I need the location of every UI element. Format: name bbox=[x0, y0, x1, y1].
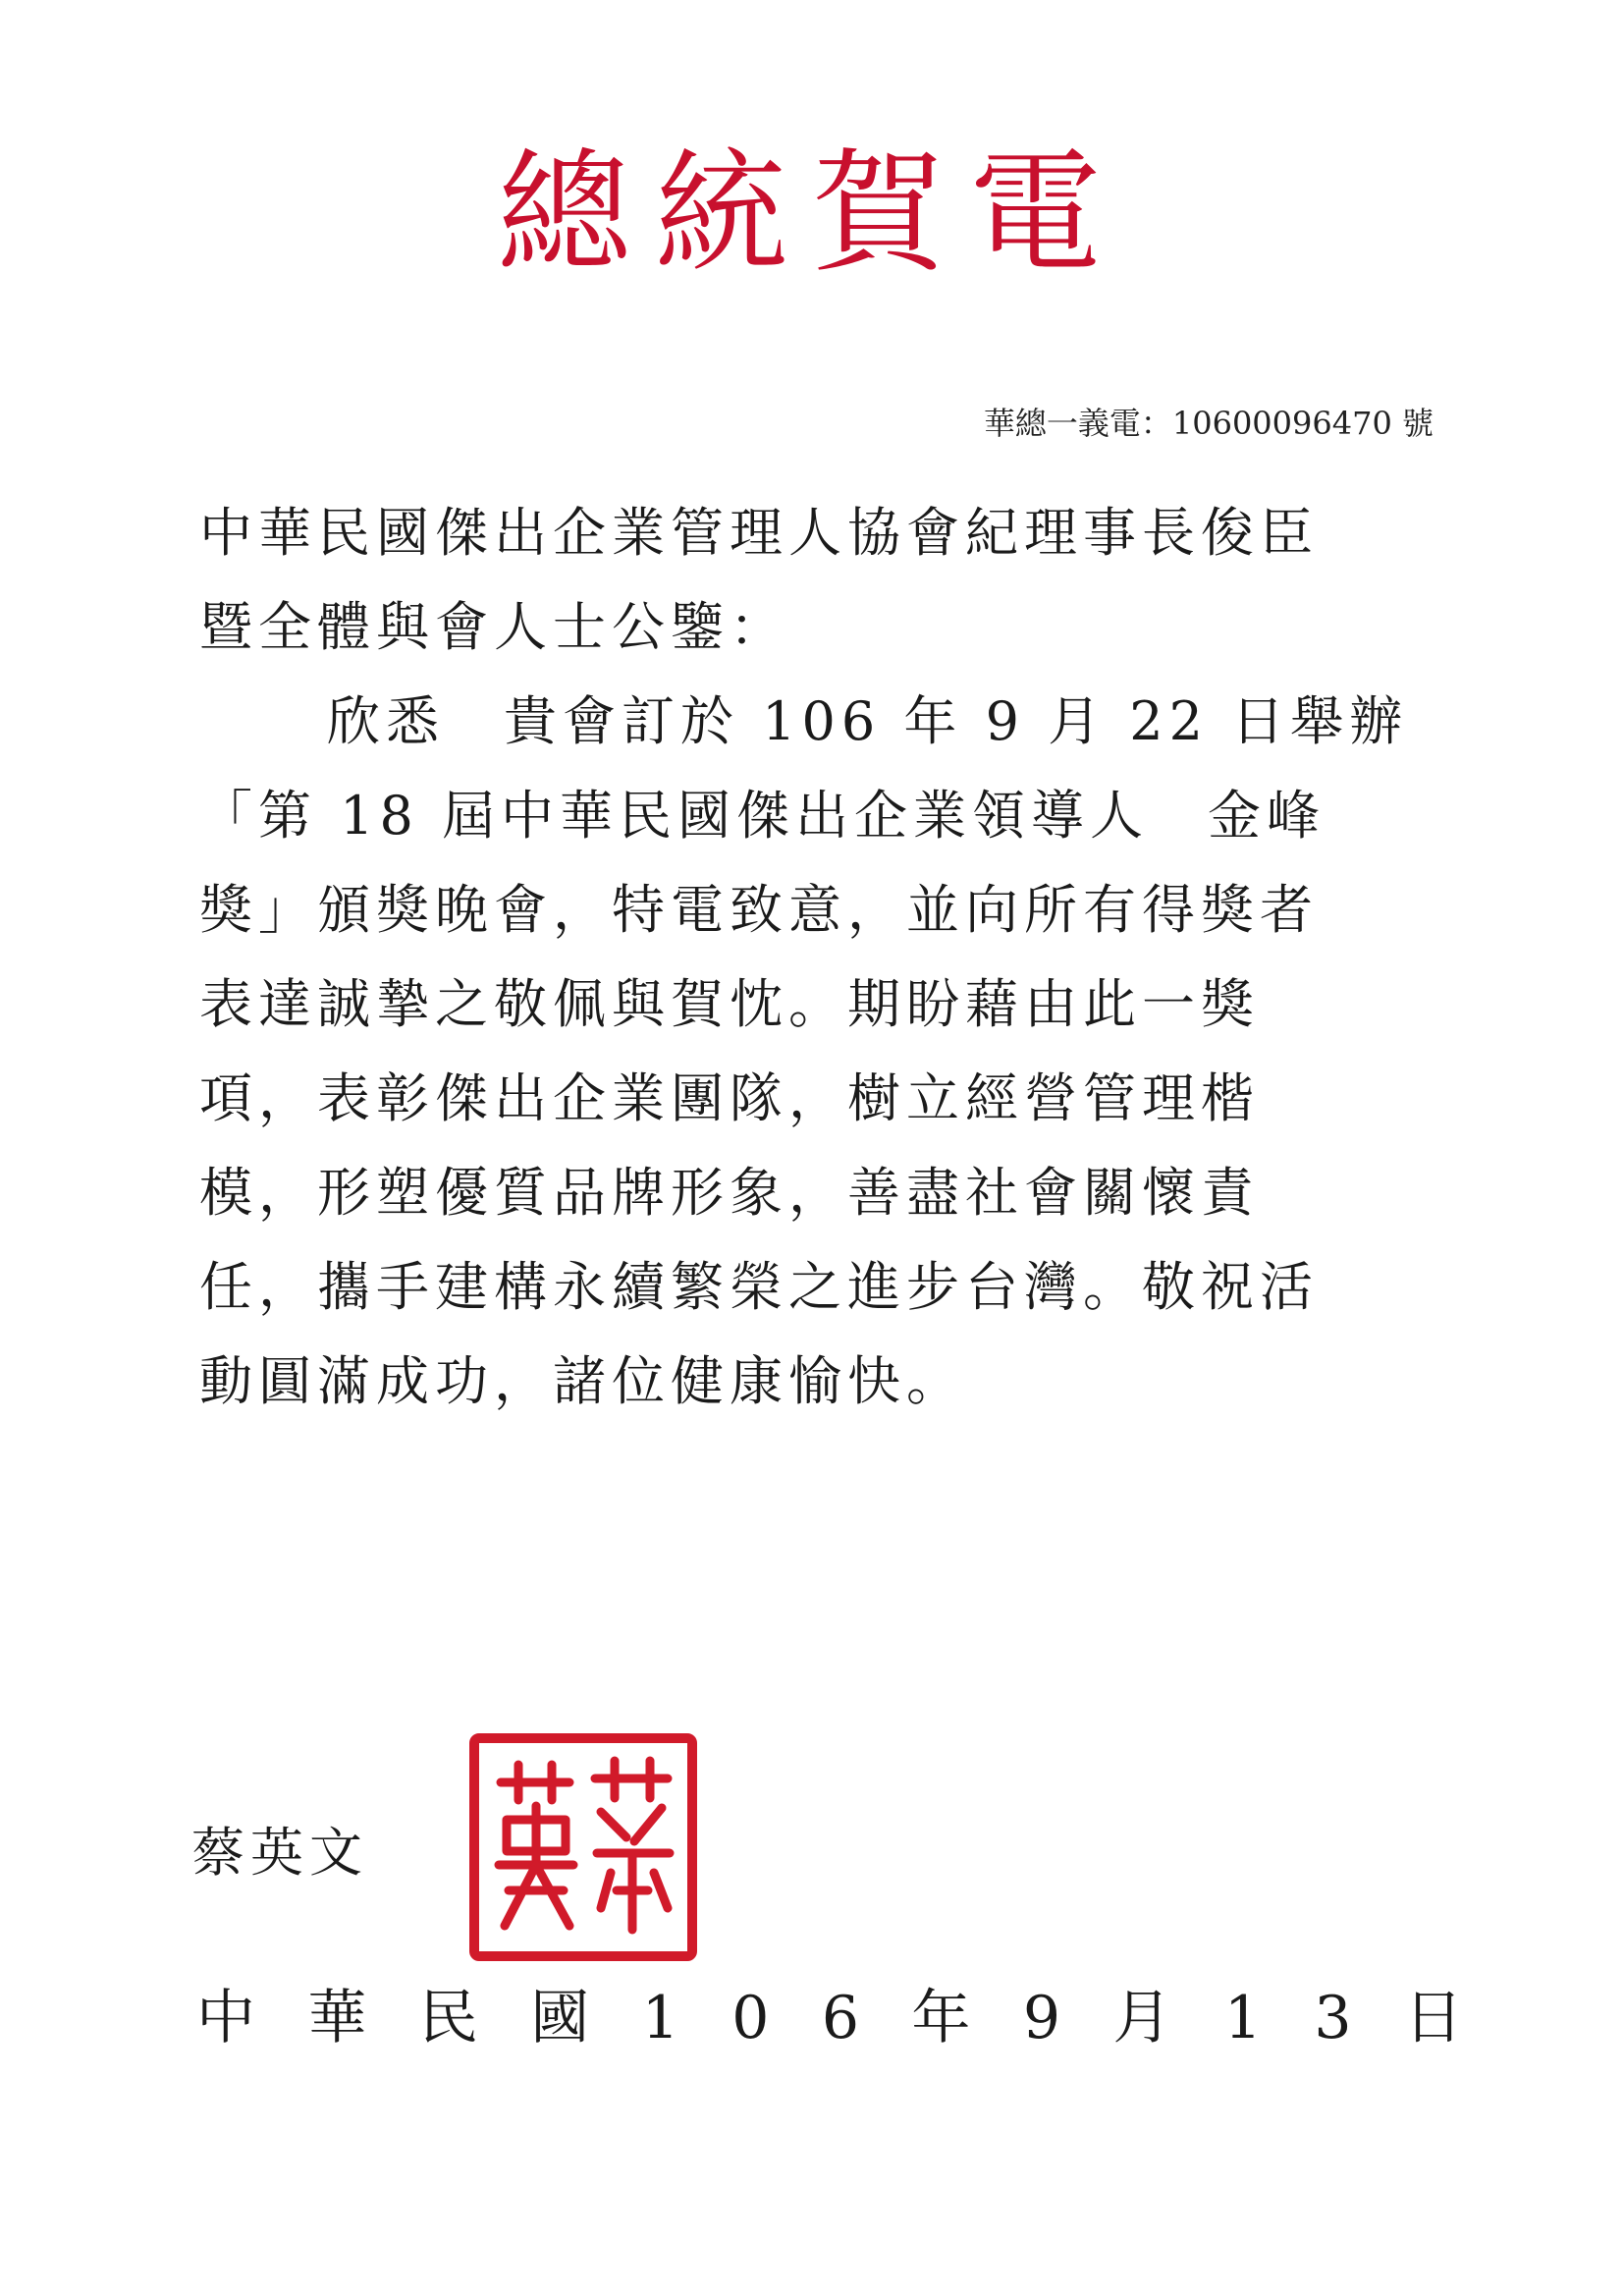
date-digit: 0 bbox=[731, 1984, 770, 2052]
date-char: 國 bbox=[530, 1984, 590, 2052]
body-line: 獎」頒獎晚會，特電致意，並向所有得獎者 bbox=[199, 879, 1319, 941]
date-digit: 6 bbox=[821, 1984, 859, 2052]
date-char: 月 bbox=[1112, 1984, 1172, 2052]
date-digit: 9 bbox=[1022, 1984, 1060, 2052]
date-char: 年 bbox=[911, 1984, 971, 2052]
message-body bbox=[199, 486, 1456, 1429]
body-line: 動圓滿成功，諸位健康愉快。 bbox=[199, 1350, 965, 1412]
date-char: 民 bbox=[418, 1984, 478, 2052]
official-seal bbox=[469, 1733, 697, 1961]
body-line-salutation: 暨全體與會人士公鑒： bbox=[199, 596, 788, 658]
page-title: 總統賀電 bbox=[497, 137, 1126, 292]
body-line: 「第 18 屆中華民國傑出企業領導人 金峰 bbox=[199, 785, 1326, 847]
date-char: 華 bbox=[307, 1984, 367, 2052]
date-char: 中 bbox=[196, 1984, 255, 2052]
body-line-paragraph-start: 欣悉 貴會訂於 106 年 9 月 22 日舉辦 bbox=[327, 690, 1409, 752]
document-date bbox=[196, 1984, 1463, 2052]
body-line: 任，攜手建構永續繁榮之進步台灣。敬祝活 bbox=[199, 1256, 1319, 1318]
signer-name: 蔡英文 bbox=[191, 1822, 368, 1884]
date-digit: 1 bbox=[1223, 1984, 1262, 2052]
date-char: 日 bbox=[1404, 1984, 1463, 2052]
body-line: 模，形塑優質品牌形象，善盡社會關懷責 bbox=[199, 1162, 1260, 1224]
date-digit: 1 bbox=[641, 1984, 679, 2052]
body-line-addressee: 中華民國傑出企業管理人協會紀理事長俊臣 bbox=[199, 502, 1319, 564]
body-line: 項，表彰傑出企業團隊，樹立經營管理楷 bbox=[199, 1067, 1260, 1129]
date-digit: 3 bbox=[1314, 1984, 1352, 2052]
reference-number: 華總一義電：10600096470 號 bbox=[983, 405, 1434, 442]
seal-glyph-icon bbox=[479, 1743, 687, 1951]
body-line: 表達誠摯之敬佩與賀忱。期盼藉由此一獎 bbox=[199, 973, 1260, 1035]
